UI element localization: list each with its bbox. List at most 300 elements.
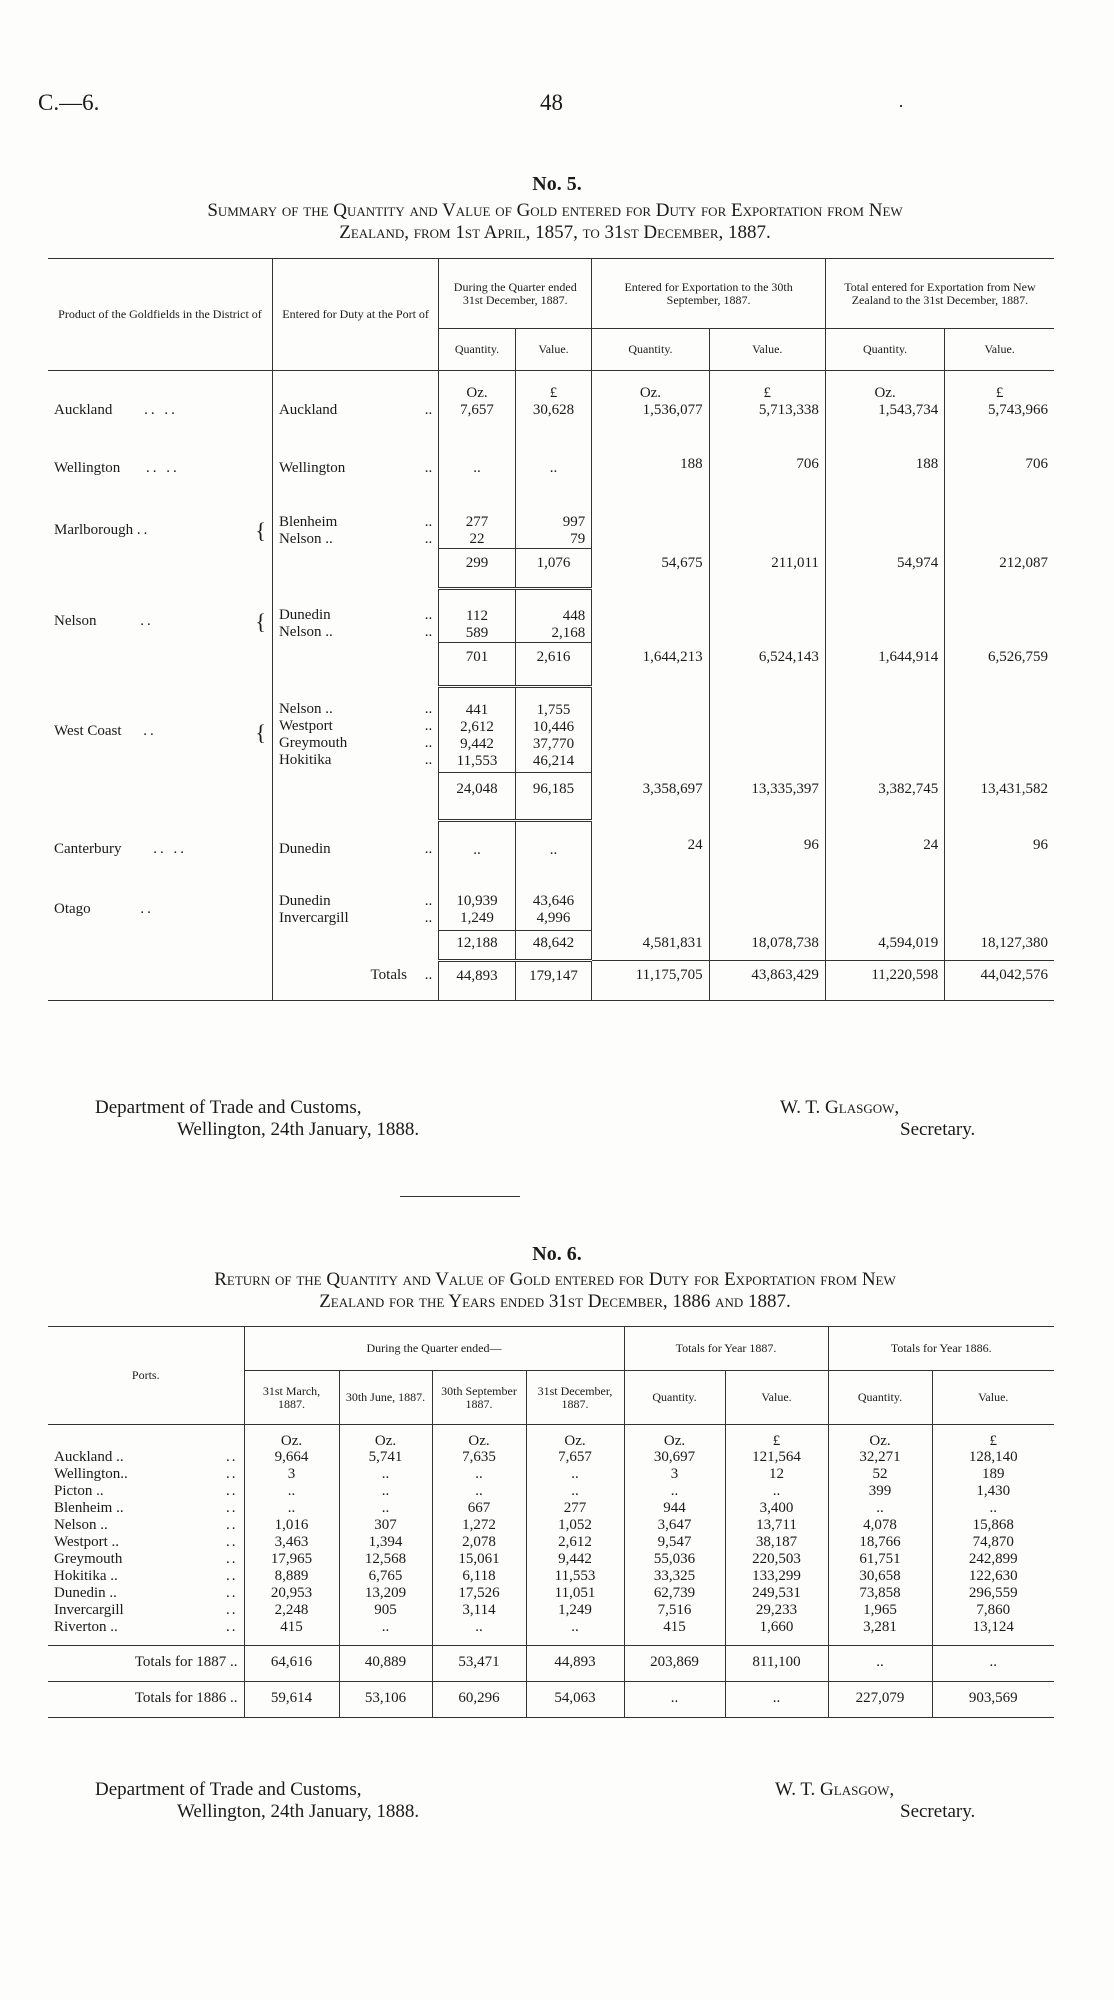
total-cell: 903,569 — [932, 1681, 1054, 1717]
port-name: Picton .. — [54, 1483, 104, 1499]
totals-label: Totals — [370, 966, 407, 983]
divider — [400, 1196, 520, 1197]
port-name-cell — [48, 1602, 244, 1619]
cell: 706 — [945, 442, 1054, 504]
subtotal: 12,188 — [439, 931, 516, 961]
cell: 997 — [562, 514, 586, 530]
cell: 2,078 — [432, 1534, 526, 1551]
cell: 24 — [592, 821, 709, 879]
t6-header-ports: Ports. — [48, 1327, 244, 1425]
page-ref: C.—6. — [38, 90, 100, 115]
port-greymouth: Greymouth — [278, 734, 348, 751]
unit-pound: £ — [932, 1425, 1054, 1450]
t5-sub-value: Value. — [945, 329, 1054, 371]
cell: .. — [432, 1619, 526, 1645]
cell: 3,463 — [244, 1534, 339, 1551]
cell: 441 — [465, 702, 489, 718]
t5-sub-quantity: Quantity. — [592, 329, 709, 371]
port-westport: Westport — [278, 717, 333, 734]
total-cell: 64,616 — [244, 1645, 339, 1681]
t6-sub-march: 31st March, 1887. — [244, 1371, 339, 1425]
leader-dots: .. — [226, 1517, 238, 1533]
t6-sub-value: Value. — [932, 1371, 1054, 1425]
cell: 7,657 — [526, 1449, 624, 1466]
table-row — [48, 1449, 1054, 1466]
t5-sub-quantity: Quantity. — [825, 329, 944, 371]
cell: 220,503 — [725, 1551, 828, 1568]
port-name-cell — [48, 1500, 244, 1517]
district-wellington: Wellington — [54, 460, 121, 476]
district-nelson: Nelson — [54, 612, 97, 629]
cell: 32,271 — [828, 1449, 932, 1466]
port-invercargill: Invercargill — [278, 909, 349, 926]
cell: 1,249 — [526, 1602, 624, 1619]
unit-oz: Oz. — [825, 371, 944, 403]
cell: 38,187 — [725, 1534, 828, 1551]
cell: .. — [526, 1619, 624, 1645]
cell: 5,713,338 — [709, 402, 825, 442]
cell: 1,755 — [536, 702, 571, 718]
port-name-cell — [48, 1449, 244, 1466]
cell: 1,394 — [339, 1534, 432, 1551]
cell: 3,400 — [725, 1500, 828, 1517]
units-row — [48, 1425, 1054, 1450]
t5-header-total: Total entered for Exportation from New Zealand to the 31st December, 1887. — [825, 259, 1054, 329]
t5-footer-dept: Department of Trade and Customs, — [95, 1097, 362, 1118]
cell: 12,568 — [339, 1551, 432, 1568]
cell: 905 — [339, 1602, 432, 1619]
district-canterbury: Canterbury — [54, 840, 122, 857]
cell: 589 — [465, 625, 489, 641]
cell: 52 — [828, 1466, 932, 1483]
cell: 5,743,966 — [945, 402, 1054, 442]
cell: 37,770 — [532, 736, 575, 752]
leader-dots: .. — [226, 1483, 238, 1499]
total-cell: 59,614 — [244, 1681, 339, 1717]
table5-title-line2: Zealand, from 1st April, 1857, to 31st December, 1887. — [339, 222, 771, 243]
table-row — [48, 1517, 1054, 1534]
cell: 62,739 — [624, 1585, 725, 1602]
port-nelson: Nelson .. — [278, 700, 333, 717]
cell: 2,612 — [526, 1534, 624, 1551]
district-auckland: Auckland — [54, 402, 113, 418]
cell: 5,741 — [339, 1449, 432, 1466]
unit-pound: £ — [725, 1425, 828, 1450]
cell: 6,765 — [339, 1568, 432, 1585]
port-name-cell — [48, 1551, 244, 1568]
cell: 242,899 — [932, 1551, 1054, 1568]
port-name-cell — [48, 1585, 244, 1602]
port-hokitika: Hokitika — [278, 751, 332, 768]
page-number: 48 — [540, 90, 563, 115]
t6-sub-sept: 30th September 1887. — [432, 1371, 526, 1425]
cell: 43,646 — [532, 892, 575, 909]
cell: 1,660 — [725, 1619, 828, 1645]
port-nelson: Nelson .. — [278, 623, 333, 640]
cell: .. — [439, 442, 516, 504]
port-name: Invercargill — [54, 1602, 124, 1618]
cell: 54,675 — [592, 549, 709, 589]
cell: .. — [515, 821, 592, 879]
cell: .. — [432, 1466, 526, 1483]
unit-oz: Oz. — [339, 1425, 432, 1450]
cell: 22 — [469, 531, 485, 547]
port-name: Wellington.. — [54, 1466, 128, 1482]
cell: 13,209 — [339, 1585, 432, 1602]
cell: .. — [526, 1483, 624, 1500]
cell: .. — [339, 1500, 432, 1517]
cell: 8,889 — [244, 1568, 339, 1585]
total-cell: 179,147 — [515, 961, 592, 1001]
cell: 18,766 — [828, 1534, 932, 1551]
cell: 133,299 — [725, 1568, 828, 1585]
table-row — [48, 773, 1054, 821]
table-row: Otago .. Dunedin .. Invercargill .. 10,939 1,249 43,646 4,996 — [48, 879, 1054, 931]
t5-header-quarter: During the Quarter ended 31st December, 1887. — [439, 259, 592, 329]
total-cell: 11,175,705 — [592, 961, 709, 1001]
cell: 20,953 — [244, 1585, 339, 1602]
totals-label: Totals for 1887 .. — [134, 1653, 238, 1670]
cell: 3,281 — [828, 1619, 932, 1645]
totals-row — [48, 1645, 1054, 1681]
table-row: Marlborough .. { Blenheim .. Nelson .. .. 277 22 997 79 — [48, 504, 1054, 549]
cell: .. — [515, 442, 592, 504]
cell: 4,078 — [828, 1517, 932, 1534]
cell: .. — [828, 1500, 932, 1517]
table-row — [48, 1602, 1054, 1619]
cell: 189 — [932, 1466, 1054, 1483]
cell: 3,114 — [432, 1602, 526, 1619]
cell: 11,553 — [456, 753, 498, 769]
t5-sub-value: Value. — [515, 329, 592, 371]
table5 — [48, 258, 1054, 1001]
cell: 13,335,397 — [709, 773, 825, 821]
t5-footer-signature: W. T. Glasgow, — [780, 1097, 900, 1118]
cell: 112 — [466, 608, 488, 624]
table6-number: No. 6. — [532, 1243, 582, 1265]
port-name: Dunedin .. — [54, 1585, 117, 1601]
cell: .. — [339, 1466, 432, 1483]
total-cell: 40,889 — [339, 1645, 432, 1681]
t6-header-1887: Totals for Year 1887. — [624, 1327, 828, 1371]
table-row — [48, 1585, 1054, 1602]
cell: 54,974 — [825, 549, 944, 589]
total-cell: 43,863,429 — [709, 961, 825, 1001]
cell: 30,697 — [624, 1449, 725, 1466]
port-name-cell — [48, 1466, 244, 1483]
cell: 17,965 — [244, 1551, 339, 1568]
unit-oz: Oz. — [828, 1425, 932, 1450]
cell: 9,547 — [624, 1534, 725, 1551]
port-name-cell — [48, 1619, 244, 1645]
unit-oz: Oz. — [432, 1425, 526, 1450]
cell: 188 — [825, 442, 944, 504]
table-row — [48, 1483, 1054, 1500]
port-name: Westport .. — [54, 1534, 120, 1550]
cell: 212,087 — [945, 549, 1054, 589]
leader-dots: .. — [226, 1500, 238, 1516]
cell: .. — [244, 1483, 339, 1500]
t6-sub-dec: 31st December, 1887. — [526, 1371, 624, 1425]
leader-dots: .. — [226, 1585, 238, 1601]
t6-footer-place: Wellington, 24th January, 1888. — [177, 1801, 420, 1822]
spacer — [48, 1425, 244, 1450]
leader-dots: .. — [226, 1466, 238, 1482]
table-row — [48, 1619, 1054, 1645]
totals-label: Totals for 1886 .. — [134, 1689, 238, 1706]
table-row — [48, 549, 1054, 589]
unit-pound: £ — [515, 371, 592, 403]
t5-header-port: Entered for Duty at the Port of — [272, 259, 438, 371]
cell: 73,858 — [828, 1585, 932, 1602]
port-dunedin: Dunedin — [278, 606, 331, 623]
cell: 3,358,697 — [592, 773, 709, 821]
district-marlborough: Marlborough — [54, 522, 134, 538]
unit-pound: £ — [709, 371, 825, 403]
cell: 13,711 — [725, 1517, 828, 1534]
port-name-cell — [48, 1534, 244, 1551]
cell: 2,612 — [460, 719, 494, 735]
cell: 11,553 — [526, 1568, 624, 1585]
unit-oz: Oz. — [439, 371, 516, 403]
t6-sub-quantity: Quantity. — [828, 1371, 932, 1425]
table-row: Wellington .. .. Wellington .. .. .. 188 706 188 706 — [48, 442, 1054, 504]
cell: 1,016 — [244, 1517, 339, 1534]
t6-sub-june: 30th June, 1887. — [339, 1371, 432, 1425]
t5-footer-place: Wellington, 24th January, 1888. — [177, 1119, 420, 1140]
total-cell: 54,063 — [526, 1681, 624, 1717]
cell: 944 — [624, 1500, 725, 1517]
cell: 9,442 — [460, 736, 494, 752]
cell: 3 — [244, 1466, 339, 1483]
leader-dots: .. — [226, 1534, 238, 1550]
port-name: Blenheim .. — [54, 1500, 124, 1516]
cell: 2,248 — [244, 1602, 339, 1619]
total-cell: .. — [828, 1645, 932, 1681]
total-cell: 44,893 — [439, 961, 516, 1001]
table6-title-line1: Return of the Quantity and Value of Gold entered for Duty for Exportation from New — [214, 1269, 896, 1290]
port-name: Hokitika .. — [54, 1568, 118, 1584]
cell: 3 — [624, 1466, 725, 1483]
cell: 13,431,582 — [945, 773, 1054, 821]
cell: 415 — [624, 1619, 725, 1645]
cell: 96 — [709, 821, 825, 879]
cell: 12 — [725, 1466, 828, 1483]
cell: .. — [339, 1483, 432, 1500]
cell: 1,644,914 — [825, 643, 944, 687]
port-name-cell — [48, 1517, 244, 1534]
subtotal: 96,185 — [515, 773, 592, 821]
cell: 30,628 — [515, 402, 592, 442]
t6-sub-value: Value. — [725, 1371, 828, 1425]
unit-oz: Oz. — [624, 1425, 725, 1450]
table-row: Auckland .. .. Auckland .. 7,657 30,628 1,536,077 5,713,338 1,543,734 5,743,966 — [48, 402, 1054, 442]
subtotal: 48,642 — [515, 931, 592, 961]
cell: 706 — [709, 442, 825, 504]
subtotal: 1,076 — [515, 549, 592, 589]
total-cell: .. — [932, 1645, 1054, 1681]
subtotal: 24,048 — [439, 773, 516, 821]
cell: 1,536,077 — [592, 402, 709, 442]
cell: 46,214 — [532, 753, 575, 769]
table6-title-line2: Zealand for the Years ended 31st December, 1886 and 1887. — [319, 1291, 791, 1312]
cell: 1,272 — [432, 1517, 526, 1534]
total-cell: 53,106 — [339, 1681, 432, 1717]
cell: 55,036 — [624, 1551, 725, 1568]
leader-dots: .. — [226, 1602, 238, 1618]
cell: 13,124 — [932, 1619, 1054, 1645]
cell: 29,233 — [725, 1602, 828, 1619]
cell: 307 — [339, 1517, 432, 1534]
cell: 1,965 — [828, 1602, 932, 1619]
port-dunedin: Dunedin — [278, 840, 331, 857]
cell: 4,594,019 — [825, 931, 944, 961]
table-row — [48, 1568, 1054, 1585]
cell: 17,526 — [432, 1585, 526, 1602]
cell: 667 — [432, 1500, 526, 1517]
cell: 415 — [244, 1619, 339, 1645]
cell: 74,870 — [932, 1534, 1054, 1551]
port-name: Riverton .. — [54, 1619, 118, 1635]
total-cell: 60,296 — [432, 1681, 526, 1717]
cell: 211,011 — [709, 549, 825, 589]
cell: 3,382,745 — [825, 773, 944, 821]
unit-oz: Oz. — [526, 1425, 624, 1450]
t5-sub-value: Value. — [709, 329, 825, 371]
district-westcoast: West Coast — [54, 722, 122, 739]
total-cell: .. — [725, 1681, 828, 1717]
page-mark: · — [898, 96, 904, 116]
total-cell: 227,079 — [828, 1681, 932, 1717]
table-row — [48, 931, 1054, 961]
cell: 1,052 — [526, 1517, 624, 1534]
t5-footer-title: Secretary. — [900, 1119, 976, 1140]
cell: 4,996 — [536, 909, 571, 926]
cell: 448 — [562, 608, 586, 624]
port-blenheim: Blenheim — [278, 514, 338, 530]
cell: 6,526,759 — [945, 643, 1054, 687]
cell: 7,657 — [439, 402, 516, 442]
cell: 24 — [825, 821, 944, 879]
cell: 6,524,143 — [709, 643, 825, 687]
unit-pound: £ — [945, 371, 1054, 403]
table-row: Canterbury .. .. Dunedin .. .. .. 24 96 24 96 — [48, 821, 1054, 879]
cell: 249,531 — [725, 1585, 828, 1602]
total-cell: 53,471 — [432, 1645, 526, 1681]
cell: .. — [725, 1483, 828, 1500]
t5-header-export: Entered for Exportation to the 30th September, 1887. — [592, 259, 826, 329]
total-cell: 203,869 — [624, 1645, 725, 1681]
cell: .. — [624, 1483, 725, 1500]
t5-sub-quantity: Quantity. — [439, 329, 516, 371]
total-cell: 11,220,598 — [825, 961, 944, 1001]
total-cell: .. — [624, 1681, 725, 1717]
subtotal: 299 — [439, 549, 516, 589]
port-auckland: Auckland — [278, 402, 338, 418]
cell: .. — [339, 1619, 432, 1645]
unit-oz: Oz. — [592, 371, 709, 403]
port-name-cell — [48, 1483, 244, 1500]
cell: .. — [439, 821, 516, 879]
port-name: Auckland .. — [54, 1449, 124, 1465]
cell: .. — [432, 1483, 526, 1500]
cell: 7,860 — [932, 1602, 1054, 1619]
cell: 7,635 — [432, 1449, 526, 1466]
cell: 79 — [570, 531, 586, 547]
cell: 1,644,213 — [592, 643, 709, 687]
t6-header-quarter: During the Quarter ended— — [244, 1327, 624, 1371]
t6-footer-dept: Department of Trade and Customs, — [95, 1779, 362, 1800]
cell: 7,516 — [624, 1602, 725, 1619]
leader-dots: .. — [226, 1551, 238, 1567]
cell: 10,446 — [532, 719, 575, 735]
t6-sub-quantity: Quantity. — [624, 1371, 725, 1425]
t6-header-1886: Totals for Year 1886. — [828, 1327, 1054, 1371]
cell: 9,442 — [526, 1551, 624, 1568]
cell: .. — [932, 1500, 1054, 1517]
cell: 30,658 — [828, 1568, 932, 1585]
total-cell: 811,100 — [725, 1645, 828, 1681]
port-wellington: Wellington — [278, 460, 346, 476]
cell: 2,168 — [551, 625, 586, 641]
cell: 3,647 — [624, 1517, 725, 1534]
totals-row — [48, 1681, 1054, 1717]
t6-footer-signature: W. T. Glasgow, — [775, 1779, 895, 1800]
table-row — [48, 643, 1054, 687]
cell: 15,061 — [432, 1551, 526, 1568]
cell: 1,430 — [932, 1483, 1054, 1500]
cell: 277 — [526, 1500, 624, 1517]
unit-oz: Oz. — [244, 1425, 339, 1450]
t6-footer-title: Secretary. — [900, 1801, 976, 1822]
cell: 11,051 — [526, 1585, 624, 1602]
subtotal: 701 — [439, 643, 516, 687]
district-otago: Otago — [54, 900, 91, 917]
cell: 122,630 — [932, 1568, 1054, 1585]
subtotal: 2,616 — [515, 643, 592, 687]
totals-row: Totals .. 44,893 179,147 11,175,705 43,863,429 11,220,598 44,042,576 — [48, 961, 1054, 1001]
port-name: Nelson .. — [54, 1517, 108, 1533]
port-name: Greymouth — [54, 1551, 123, 1567]
table-row — [48, 1551, 1054, 1568]
cell: 33,325 — [624, 1568, 725, 1585]
cell: 188 — [592, 442, 709, 504]
cell: .. — [244, 1500, 339, 1517]
table-row: West Coast .. { Nelson .. .. Westport .. Greymouth .. Hokitika .. 441 2,612 9,442 11,553 1,755 10,446 37,770 46,214 — [48, 687, 1054, 773]
cell: 15,868 — [932, 1517, 1054, 1534]
cell: 1,543,734 — [825, 402, 944, 442]
cell: 1,249 — [460, 909, 494, 926]
table-row: Nelson .. { Dunedin .. Nelson .. .. 112 589 448 2,168 — [48, 589, 1054, 643]
cell: 277 — [465, 514, 489, 530]
cell: 399 — [828, 1483, 932, 1500]
cell: .. — [526, 1466, 624, 1483]
cell: 10,939 — [456, 892, 498, 909]
cell: 6,118 — [432, 1568, 526, 1585]
port-name-cell — [48, 1568, 244, 1585]
cell: 61,751 — [828, 1551, 932, 1568]
total-cell: 44,893 — [526, 1645, 624, 1681]
table-row — [48, 1534, 1054, 1551]
cell: 96 — [945, 821, 1054, 879]
leader-dots: .. — [226, 1619, 238, 1635]
table5-number: No. 5. — [532, 173, 582, 195]
port-dunedin: Dunedin — [278, 892, 331, 909]
table5-title-line1: Summary of the Quantity and Value of Gold entered for Duty for Exportation from New — [207, 200, 903, 221]
cell: 18,078,738 — [709, 931, 825, 961]
leader-dots: .. — [226, 1568, 238, 1584]
table6 — [48, 1326, 1054, 1718]
